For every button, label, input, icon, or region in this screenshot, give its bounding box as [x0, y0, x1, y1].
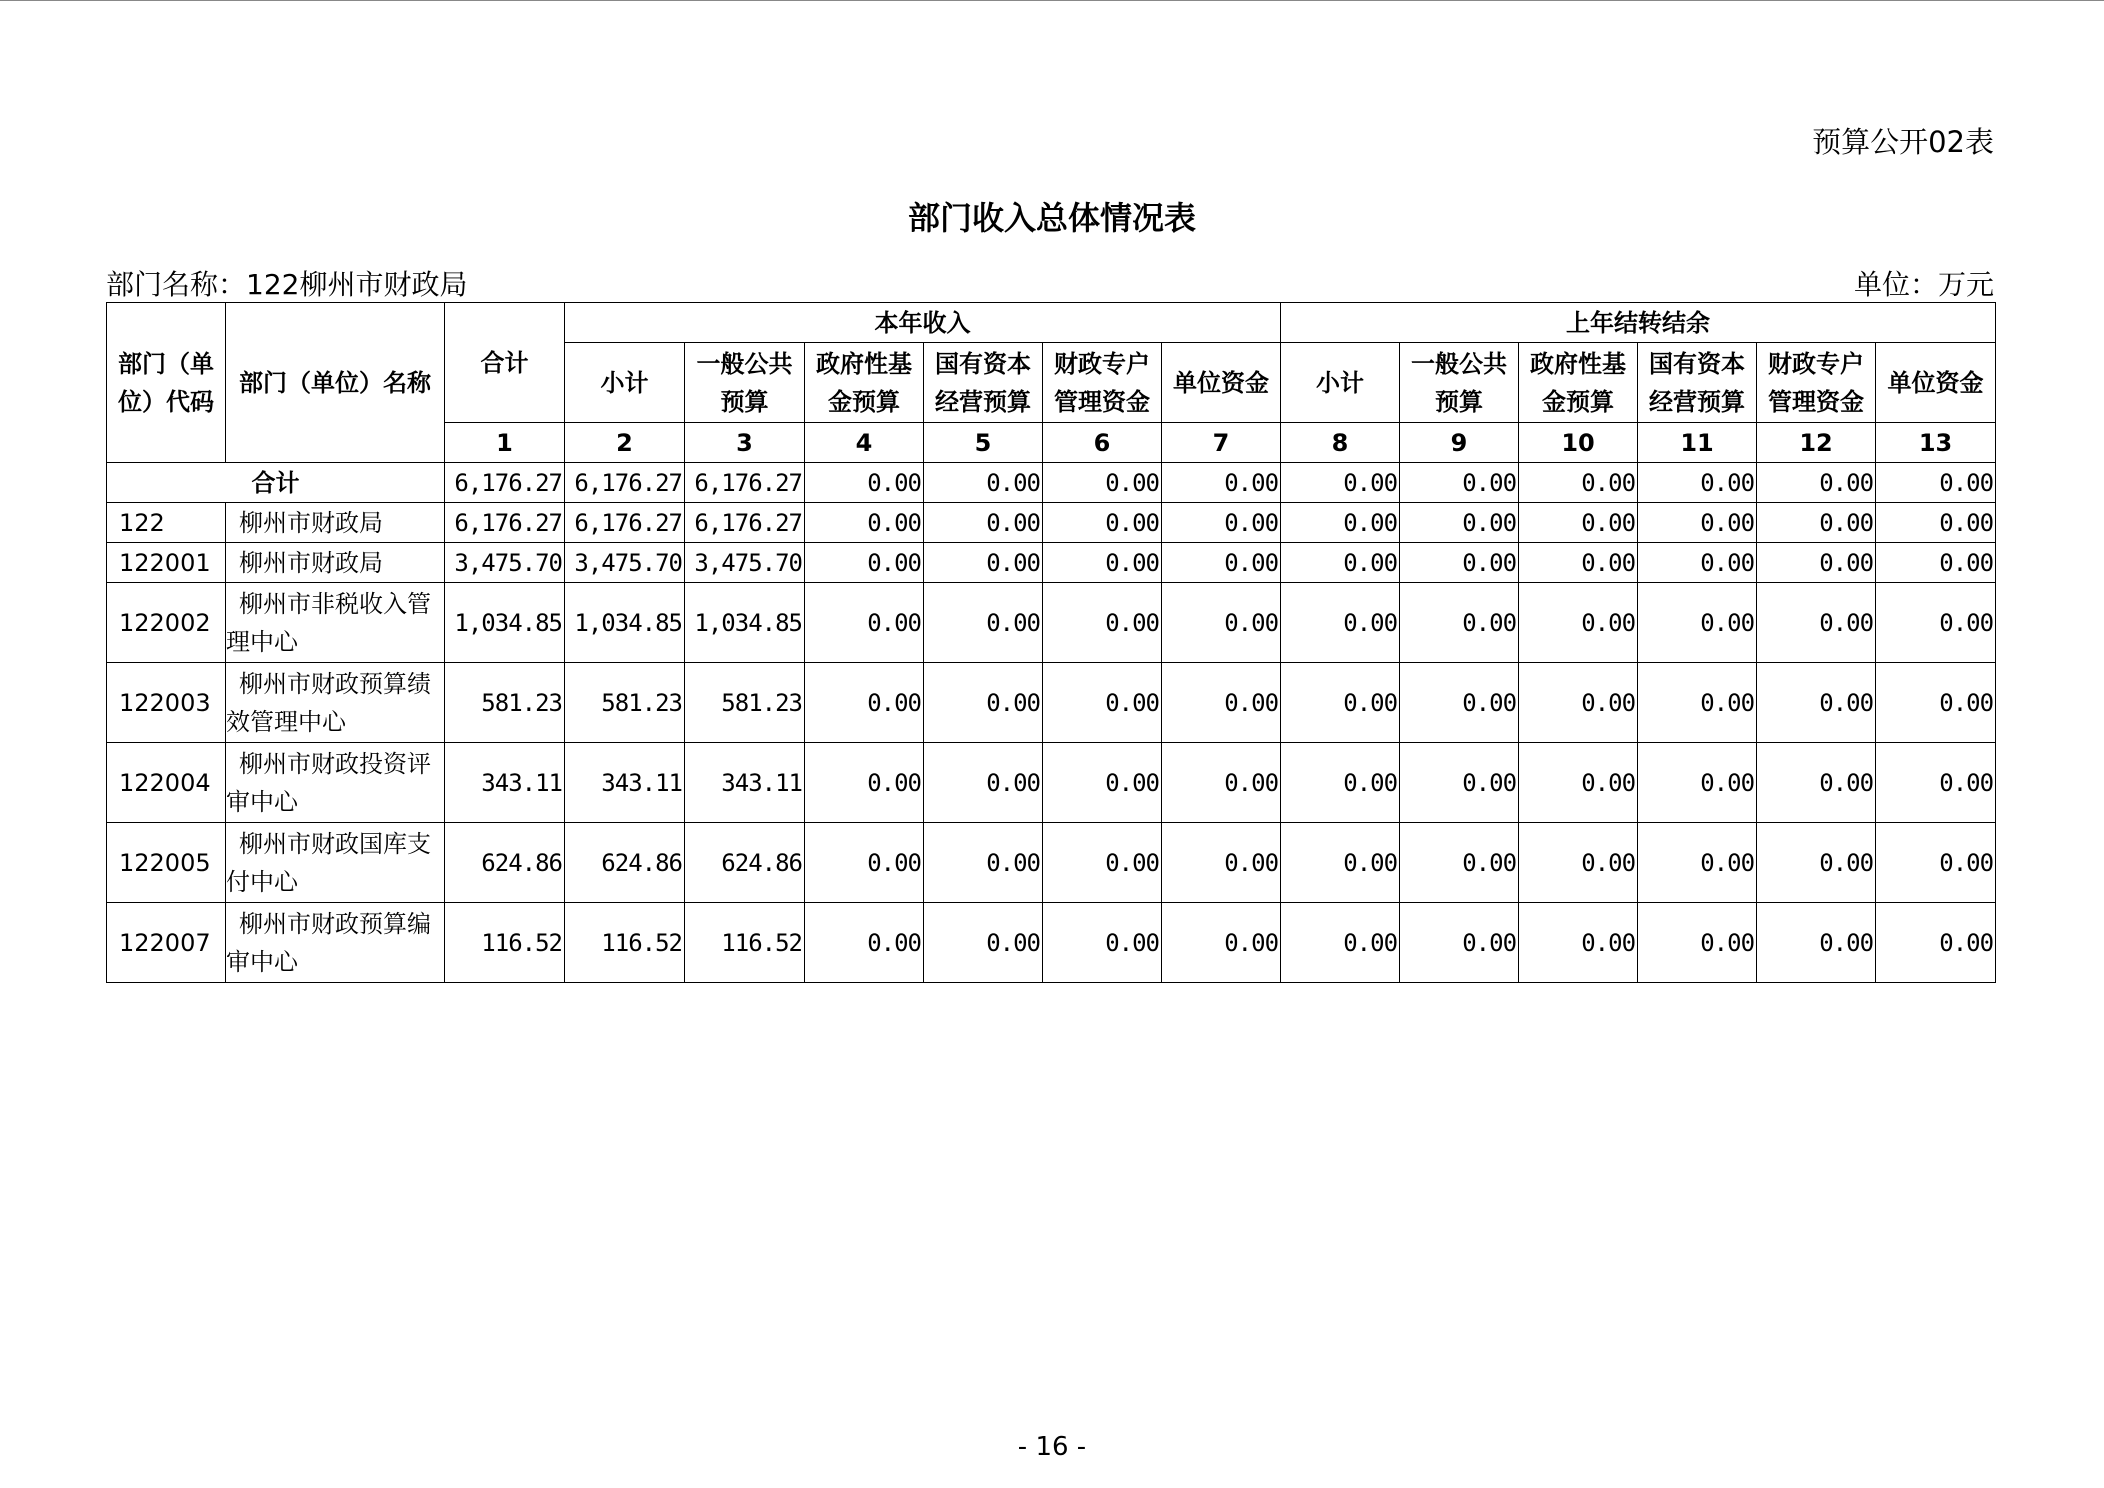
unit-name: 柳州市财政预算编审中心	[226, 903, 445, 983]
column-number: 9	[1400, 423, 1519, 463]
cell-value: 624.86	[445, 823, 565, 903]
cell-value: 0.00	[1876, 743, 1996, 823]
cell-value: 0.00	[1281, 583, 1400, 663]
header-sub-current-3: 国有资本经营预算	[924, 343, 1043, 423]
column-number: 2	[565, 423, 685, 463]
header-current-year: 本年收入	[565, 303, 1281, 343]
cell-value: 0.00	[1757, 583, 1876, 663]
cell-value: 0.00	[1281, 663, 1400, 743]
cell-value: 0.00	[805, 583, 924, 663]
cell-value: 116.52	[445, 903, 565, 983]
cell-value: 0.00	[1638, 663, 1757, 743]
cell-value: 0.00	[1638, 583, 1757, 663]
header-sub-current-0: 小计	[565, 343, 685, 423]
total-value: 0.00	[1043, 463, 1162, 503]
cell-value: 343.11	[685, 743, 805, 823]
unit-name: 柳州市非税收入管理中心	[226, 583, 445, 663]
cell-value: 0.00	[805, 503, 924, 543]
unit-code: 122001	[107, 543, 226, 583]
cell-value: 0.00	[1162, 663, 1281, 743]
header-sub-carryover-4: 财政专户管理资金	[1757, 343, 1876, 423]
cell-value: 0.00	[1519, 743, 1638, 823]
cell-value: 581.23	[445, 663, 565, 743]
unit-name: 柳州市财政投资评审中心	[226, 743, 445, 823]
cell-value: 0.00	[1519, 663, 1638, 743]
total-label: 合计	[107, 463, 445, 503]
cell-value: 6,176.27	[565, 503, 685, 543]
header-sub-carryover-5: 单位资金	[1876, 343, 1996, 423]
cell-value: 343.11	[565, 743, 685, 823]
cell-value: 0.00	[1519, 503, 1638, 543]
column-number: 10	[1519, 423, 1638, 463]
header-code: 部门（单位）代码	[107, 303, 226, 463]
cell-value: 3,475.70	[445, 543, 565, 583]
column-number: 12	[1757, 423, 1876, 463]
header-sub-carryover-2: 政府性基金预算	[1519, 343, 1638, 423]
cell-value: 624.86	[685, 823, 805, 903]
total-value: 0.00	[1281, 463, 1400, 503]
header-sub-current-5: 单位资金	[1162, 343, 1281, 423]
total-value: 0.00	[1519, 463, 1638, 503]
cell-value: 0.00	[1400, 823, 1519, 903]
cell-value: 0.00	[1043, 823, 1162, 903]
total-value: 0.00	[1162, 463, 1281, 503]
table-row	[107, 583, 1996, 663]
page-number: - 16 -	[1017, 1432, 1087, 1462]
cell-value: 0.00	[1519, 823, 1638, 903]
column-number: 11	[1638, 423, 1757, 463]
cell-value: 3,475.70	[685, 543, 805, 583]
cell-value: 0.00	[1876, 583, 1996, 663]
cell-value: 0.00	[1876, 503, 1996, 543]
cell-value: 0.00	[1043, 663, 1162, 743]
total-value: 6,176.27	[685, 463, 805, 503]
cell-value: 0.00	[1638, 903, 1757, 983]
cell-value: 0.00	[1876, 663, 1996, 743]
header-sub-carryover-3: 国有资本经营预算	[1638, 343, 1757, 423]
table-row	[107, 503, 1996, 543]
table-row	[107, 663, 1996, 743]
cell-value: 0.00	[1638, 543, 1757, 583]
cell-value: 0.00	[1519, 543, 1638, 583]
cell-value: 0.00	[1043, 583, 1162, 663]
cell-value: 0.00	[1757, 543, 1876, 583]
cell-value: 6,176.27	[445, 503, 565, 543]
cell-value: 0.00	[924, 503, 1043, 543]
cell-value: 581.23	[685, 663, 805, 743]
cell-value: 0.00	[1757, 903, 1876, 983]
cell-value: 0.00	[1281, 903, 1400, 983]
header-sub-current-4: 财政专户管理资金	[1043, 343, 1162, 423]
cell-value: 0.00	[1519, 903, 1638, 983]
total-value: 0.00	[924, 463, 1043, 503]
cell-value: 0.00	[1162, 543, 1281, 583]
total-value: 0.00	[1876, 463, 1996, 503]
cell-value: 0.00	[924, 543, 1043, 583]
form-number: 预算公开02表	[1812, 125, 1994, 159]
cell-value: 0.00	[1400, 903, 1519, 983]
cell-value: 0.00	[805, 663, 924, 743]
unit-name: 柳州市财政局	[226, 543, 445, 583]
cell-value: 0.00	[1638, 503, 1757, 543]
cell-value: 0.00	[1162, 823, 1281, 903]
cell-value: 0.00	[805, 543, 924, 583]
cell-value: 624.86	[565, 823, 685, 903]
header-sub-carryover-0: 小计	[1281, 343, 1400, 423]
cell-value: 0.00	[1043, 903, 1162, 983]
unit-code: 122007	[107, 903, 226, 983]
cell-value: 1,034.85	[445, 583, 565, 663]
cell-value: 0.00	[1281, 503, 1400, 543]
cell-value: 0.00	[1043, 503, 1162, 543]
cell-value: 0.00	[1400, 503, 1519, 543]
cell-value: 3,475.70	[565, 543, 685, 583]
column-number: 8	[1281, 423, 1400, 463]
header-sub-current-1: 一般公共预算	[685, 343, 805, 423]
unit-name: 柳州市财政国库支付中心	[226, 823, 445, 903]
cell-value: 0.00	[1757, 743, 1876, 823]
column-number: 1	[445, 423, 565, 463]
total-value: 0.00	[1757, 463, 1876, 503]
header-name: 部门（单位）名称	[226, 303, 445, 463]
cell-value: 0.00	[924, 903, 1043, 983]
cell-value: 0.00	[1281, 823, 1400, 903]
total-value: 0.00	[1638, 463, 1757, 503]
department-label: 部门名称：122柳州市财政局	[106, 268, 468, 301]
cell-value: 116.52	[565, 903, 685, 983]
total-value: 0.00	[805, 463, 924, 503]
cell-value: 6,176.27	[685, 503, 805, 543]
cell-value: 0.00	[924, 743, 1043, 823]
cell-value: 343.11	[445, 743, 565, 823]
cell-value: 1,034.85	[685, 583, 805, 663]
cell-value: 0.00	[805, 743, 924, 823]
cell-value: 0.00	[1162, 743, 1281, 823]
cell-value: 0.00	[924, 663, 1043, 743]
unit-name: 柳州市财政局	[226, 503, 445, 543]
cell-value: 0.00	[1400, 743, 1519, 823]
cell-value: 0.00	[1638, 823, 1757, 903]
total-value: 0.00	[1400, 463, 1519, 503]
column-number: 3	[685, 423, 805, 463]
cell-value: 0.00	[805, 823, 924, 903]
cell-value: 581.23	[565, 663, 685, 743]
cell-value: 0.00	[1043, 743, 1162, 823]
total-value: 6,176.27	[565, 463, 685, 503]
cell-value: 0.00	[1400, 543, 1519, 583]
cell-value: 0.00	[1162, 583, 1281, 663]
cell-value: 0.00	[924, 583, 1043, 663]
cell-value: 0.00	[1519, 583, 1638, 663]
cell-value: 0.00	[1876, 903, 1996, 983]
table-row	[107, 823, 1996, 903]
column-number: 13	[1876, 423, 1996, 463]
total-value: 6,176.27	[445, 463, 565, 503]
cell-value: 0.00	[1876, 823, 1996, 903]
page-title: 部门收入总体情况表	[907, 199, 1196, 237]
cell-value: 0.00	[1400, 583, 1519, 663]
cell-value: 0.00	[1281, 543, 1400, 583]
unit-code: 122	[107, 503, 226, 543]
cell-value: 1,034.85	[565, 583, 685, 663]
column-number: 6	[1043, 423, 1162, 463]
header-carryover: 上年结转结余	[1281, 303, 1996, 343]
header-sub-carryover-1: 一般公共预算	[1400, 343, 1519, 423]
table-row	[107, 543, 1996, 583]
column-number: 7	[1162, 423, 1281, 463]
header-total: 合计	[445, 303, 565, 423]
table-row	[107, 903, 1996, 983]
cell-value: 0.00	[1400, 663, 1519, 743]
cell-value: 0.00	[1162, 903, 1281, 983]
table-row	[107, 743, 1996, 823]
cell-value: 0.00	[805, 903, 924, 983]
cell-value: 0.00	[1757, 663, 1876, 743]
unit-code: 122003	[107, 663, 226, 743]
cell-value: 116.52	[685, 903, 805, 983]
cell-value: 0.00	[1162, 503, 1281, 543]
header-sub-current-2: 政府性基金预算	[805, 343, 924, 423]
cell-value: 0.00	[1876, 543, 1996, 583]
unit-code: 122004	[107, 743, 226, 823]
unit-name: 柳州市财政预算绩效管理中心	[226, 663, 445, 743]
income-table	[106, 302, 1996, 983]
column-number: 5	[924, 423, 1043, 463]
cell-value: 0.00	[1757, 823, 1876, 903]
cell-value: 0.00	[1043, 543, 1162, 583]
cell-value: 0.00	[1638, 743, 1757, 823]
column-number: 4	[805, 423, 924, 463]
cell-value: 0.00	[924, 823, 1043, 903]
cell-value: 0.00	[1281, 743, 1400, 823]
total-row	[107, 463, 1996, 503]
unit-code: 122005	[107, 823, 226, 903]
cell-value: 0.00	[1757, 503, 1876, 543]
unit-code: 122002	[107, 583, 226, 663]
unit-label: 单位：万元	[1853, 268, 1994, 301]
